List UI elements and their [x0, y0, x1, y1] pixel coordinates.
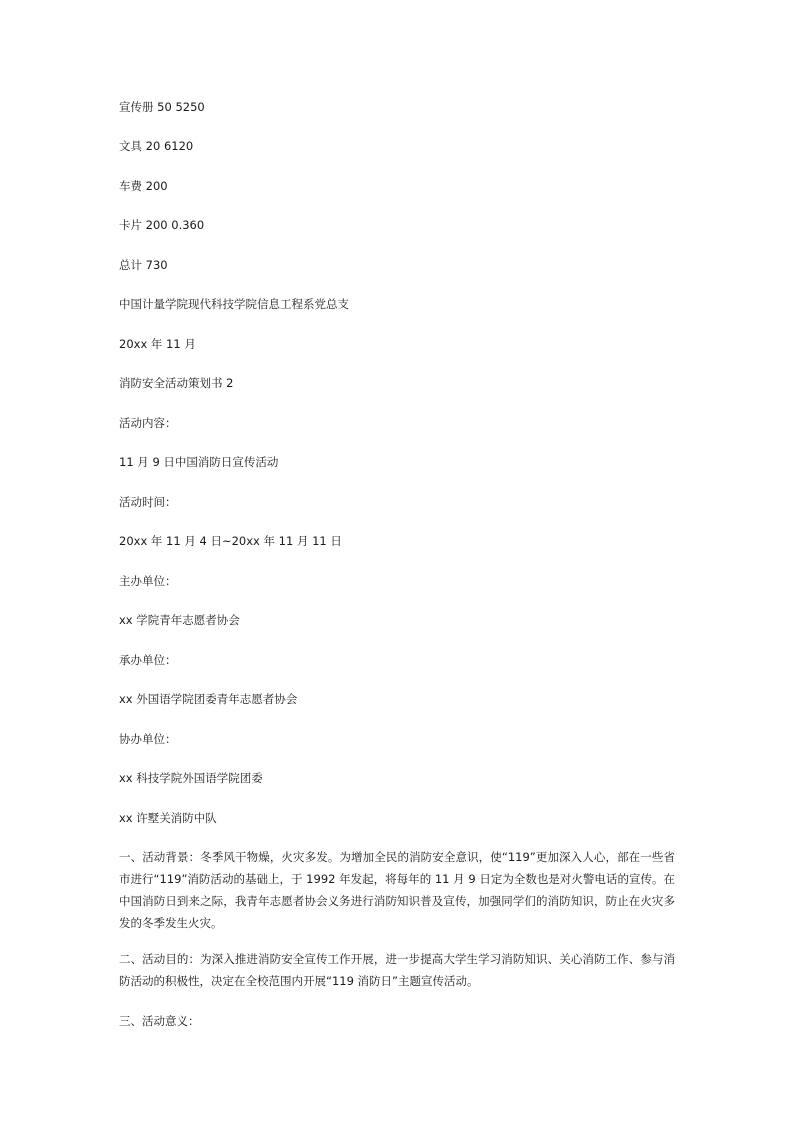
field-value-content: 11 月 9 日中国消防日宣传活动: [119, 455, 279, 469]
paragraph-purpose: 二、活动目的：为深入推进消防安全宣传工作开展，进一步提高大学生学习消防知识、关心消防工作、参与消防活动的积极性，决定在全校范围内开展“119 消防日”主题宣传活动。: [119, 952, 675, 988]
field-value-host: xx 学院青年志愿者协会: [119, 613, 240, 627]
paragraph-background: 一、活动背景：冬季风干物燥，火灾多发。为增加全民的消防安全意识，使“119”更加深入人心，部在一些省市进行“119”消防活动的基础上，于 1992 年发起，将每年的 11 月 9 日定为全数也是对火警电话的宣传。在中国消防日到来之际，我青年志愿者协会义务进行消防知识普及宣传，加强同学们的消防知识，防止在火灾多发的冬季发生火灾。: [119, 850, 675, 930]
field-label-time: 活动时间：: [119, 495, 177, 509]
field-label-organizer: 承办单位：: [119, 653, 177, 667]
field-value-organizer: xx 外国语学院团委青年志愿者协会: [119, 692, 298, 706]
field-value-time: 20xx 年 11 月 4 日~20xx 年 11 月 11 日: [119, 534, 342, 548]
section-title: 消防安全活动策划书 2: [119, 376, 234, 390]
budget-line-total: 总计 730: [119, 258, 168, 272]
field-label-content: 活动内容：: [119, 416, 177, 430]
signature-date: 20xx 年 11 月: [119, 337, 196, 351]
paragraph-significance-heading: 三、活动意义：: [119, 1014, 200, 1028]
field-label-host: 主办单位：: [119, 574, 177, 588]
field-value-co-organizer-2: xx 许墅关消防中队: [119, 811, 217, 825]
budget-line-brochure: 宣传册 50 5250: [119, 100, 205, 114]
budget-line-cards: 卡片 200 0.360: [119, 218, 205, 232]
organization-signature: 中国计量学院现代科技学院信息工程系党总支: [119, 297, 349, 311]
field-value-co-organizer-1: xx 科技学院外国语学院团委: [119, 771, 263, 785]
budget-line-stationery: 文具 20 6120: [119, 139, 194, 153]
field-label-co-organizer: 协办单位：: [119, 732, 177, 746]
budget-line-fare: 车费 200: [119, 179, 168, 193]
